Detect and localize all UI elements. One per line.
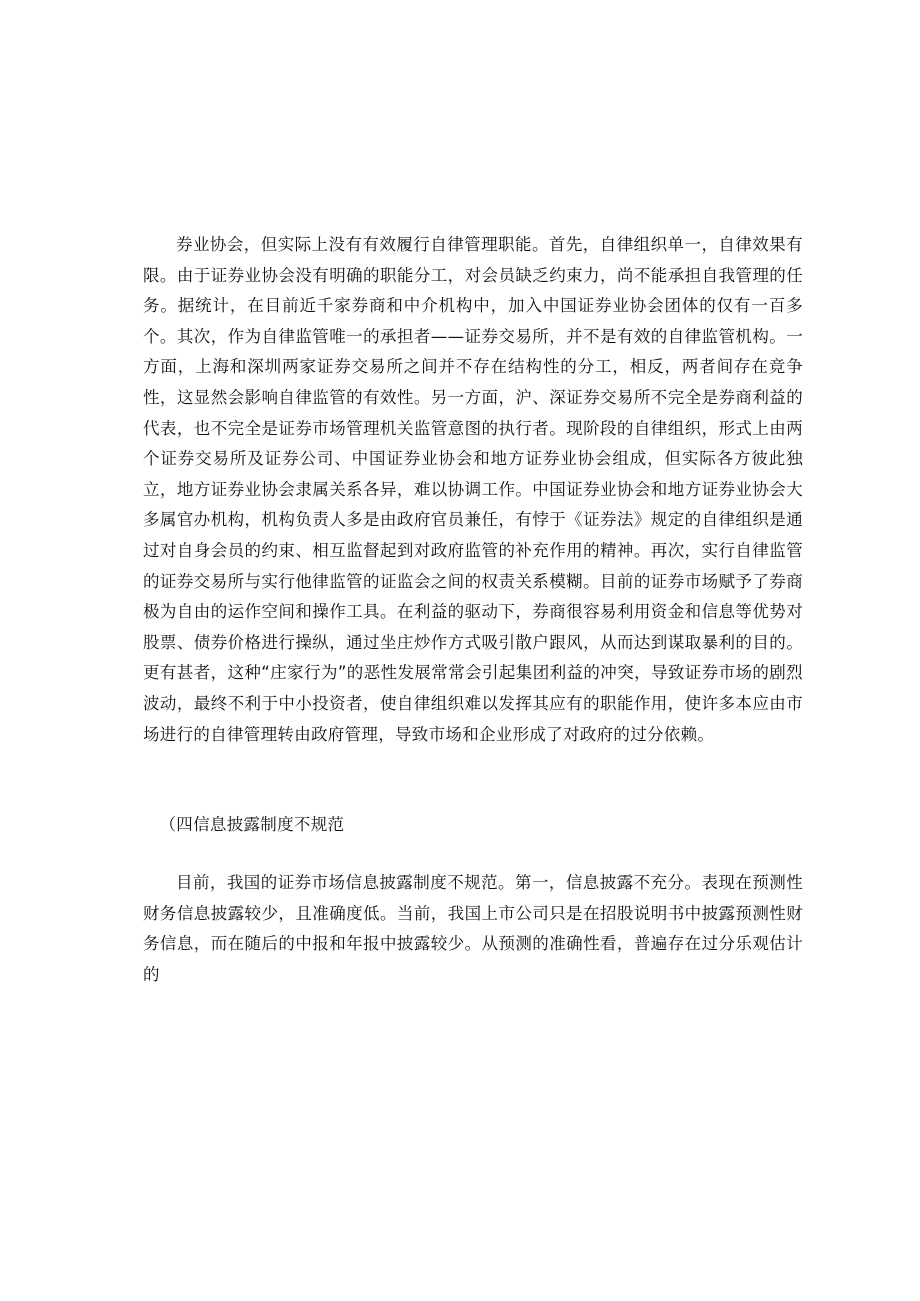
section-heading: （四信息披露制度不规范 xyxy=(159,815,345,834)
body-paragraph-disclosure: 目前，我国的证券市场信息披露制度不规范。第一，信息披露不充分。表现在预测性财务信息披露较少，且准确度低。当前，我国上市公司只是在招股说明书中披露预测性财务信息，而在随后的中报和年报中披露较少。从预测的准确性看，普遍存在过分乐观估计的 xyxy=(143,873,803,984)
body-paragraph-self-regulation: 券业协会，但实际上没有有效履行自律管理职能。首先，自律组织单一，自律效果有限。由于证券业协会没有明确的职能分工，对会员缺乏约束力，尚不能承担自我管理的任务。据统计，在目前近千家券商和中介机构中，加入中国证券业协会团体的仅有一百多个。其次，作为自律监管唯一的承担者——证券交易所，并不是有效的自律监管机构。一方面，上海和深圳两家证券交易所之间并不存在结构性的分工，相反，两者间存在竞争性，这显然会影响自律监管的有效性。另一方面，沪、深证券交易所不完全是券商利益的代表，也不完全是证券市场管理机关监管意图的执行者。现阶段的自律组织，形式上由两个证券交易所及证券公司、中国证券业协会和地方证券业协会组成，但实际各方彼此独立，地方证券业协会隶属关系各异，难以协调工作。中国证券业协会和地方证券业协会大多属官办机构，机构负责人多是由政府官员兼任，有悖于《证券法》规定的自律组织是通过对自身会员的约束、相互监督起到对政府监管的补充作用的精神。再次，实行自律监管的证券交易所与实行他律监管的证监会之间的权责关系模糊。目前的证券市场赋予了券商极为自由的运作空间和操作工具。在利益的驱动下，券商很容易利用资金和信息等优势对股票、债券价格进行操纵，通过坐庄炒作方式吸引散户跟风，从而达到谋取暴利的目的。更有甚者，这种“庄家行为”的恶性发展常常会引起集团利益的冲突，导致证券市场的剧烈波动，最终不利于中小投资者，使自律组织难以发挥其应有的职能作用，使许多本应由市场进行的自律管理转由政府管理，导致市场和企业形成了对政府的过分依赖。 xyxy=(143,235,803,744)
